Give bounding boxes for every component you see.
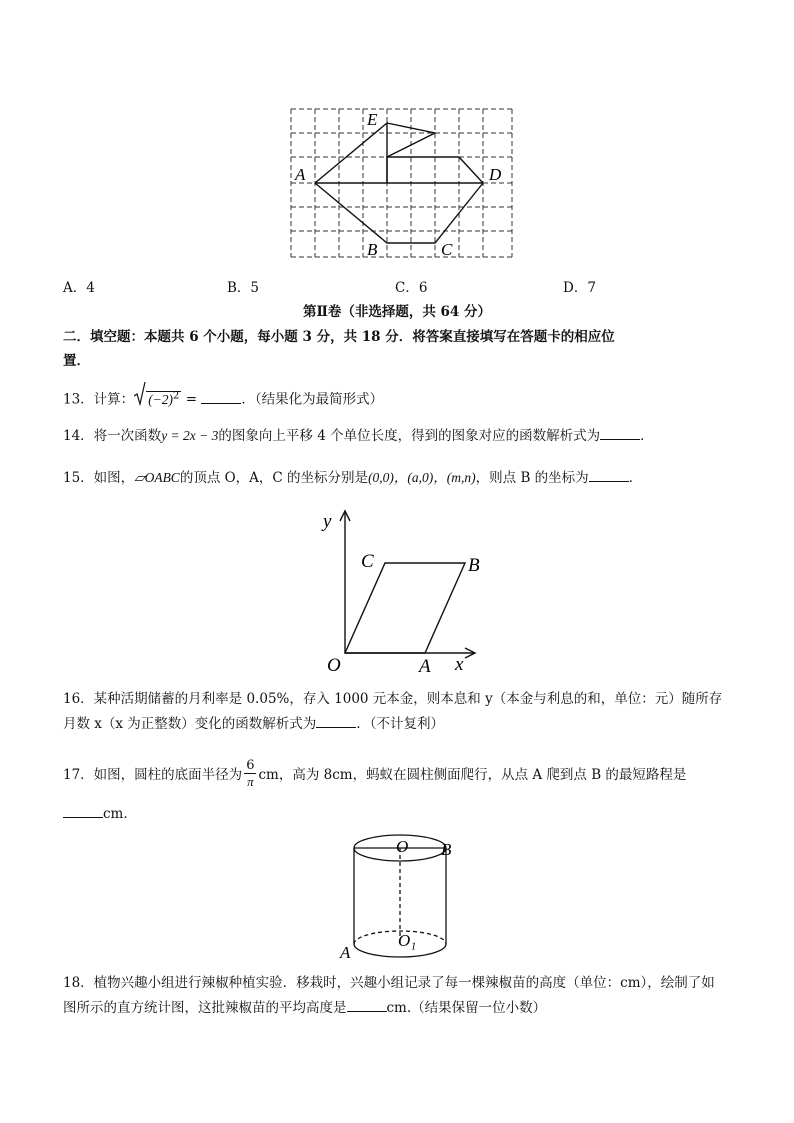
- part2-heading-line2: 置．: [63, 353, 90, 369]
- q15-prefix: 15．如图，: [63, 470, 135, 486]
- q18-answer-blank[interactable]: [347, 999, 387, 1012]
- option-c: C．6: [395, 280, 428, 296]
- q17-suffix: cm，高为 8cm，蚂蚁在圆柱侧面爬行，从点 A 爬到点 B 的最短路程是: [258, 767, 687, 783]
- q14-end: ．: [640, 428, 654, 444]
- q15-answer-blank[interactable]: [589, 469, 629, 482]
- hexagon-shape: [315, 123, 483, 243]
- q13-inner: (−2): [148, 391, 174, 407]
- question-13: [63, 386, 383, 410]
- q14-formula: y = 2x − 3: [161, 428, 219, 443]
- point-label-a: A: [419, 656, 431, 675]
- grid-label-e: E: [367, 110, 378, 129]
- question-16-line1: 16．某种活期储蓄的月利率是 0.05%，存入 1000 元本金，则本息和 y（本金与利息的和，单位：元）随所存: [63, 691, 723, 707]
- point-label-c: C: [361, 551, 374, 572]
- q15-end: ．: [628, 470, 643, 486]
- point-label-b: B: [468, 555, 480, 576]
- part2-heading-line1: 二．填空题：本题共 6 个小题，每小题 3 分，共 18 分．将答案直接填写在答题卡的相应位: [63, 329, 615, 345]
- grid-figure: [285, 100, 525, 262]
- q13-eq: =: [185, 391, 198, 408]
- parallelogram-figure: [315, 505, 485, 675]
- cylinder-label-o1: O₁: [398, 931, 417, 950]
- q13-sqrt: [134, 386, 181, 410]
- q13-prefix: 13．计算：: [63, 391, 135, 408]
- grid-label-c: C: [441, 240, 453, 259]
- question-14: [63, 426, 654, 446]
- question-18-line1: 18．植物兴趣小组进行辣椒种植实验．移栽时，兴趣小组记录了每一棵辣椒苗的高度（单位：cm），绘制了如: [63, 975, 715, 991]
- q17-fraction: [244, 758, 256, 789]
- q18-line2-suffix: cm.（结果保留一位小数）: [386, 1000, 547, 1016]
- q14-suffix: 的图象向上平移 4 个单位长度，得到的图象对应的函数解析式为: [218, 428, 601, 444]
- question-15: [63, 468, 642, 488]
- q15-shape: ▱OABC: [134, 470, 180, 485]
- question-18-line2: [63, 998, 546, 1018]
- q15-coords: (0,0)，(a,0)，(m,n): [368, 470, 476, 485]
- grid-label-d: D: [489, 165, 502, 184]
- q13-suffix: ．（结果化为最简形式）: [241, 391, 384, 408]
- q15-suffix: ，则点 B 的坐标为: [475, 470, 589, 486]
- question-16-line2: [63, 714, 444, 734]
- q15-mid: 的顶点 O，A，C 的坐标分别是: [179, 470, 369, 486]
- axis-label-y: y: [323, 511, 332, 532]
- cylinder-label-o: O: [396, 837, 409, 856]
- q13-answer-blank[interactable]: [201, 391, 241, 404]
- parallelogram-oabc: [345, 563, 465, 653]
- axis-label-x: x: [455, 654, 464, 675]
- q17-num: 6: [246, 758, 255, 773]
- grid-label-b: B: [367, 240, 378, 259]
- option-a: A．4: [63, 280, 95, 296]
- q16-line2-prefix: 月数 x（x 为正整数）变化的函数解析式为: [63, 716, 317, 732]
- q16-line2-suffix: ．（不计复利）: [356, 716, 445, 732]
- q17-prefix: 17．如图，圆柱的底面半径为: [63, 767, 243, 783]
- q17-line2-suffix: cm．: [103, 806, 137, 822]
- q14-answer-blank[interactable]: [600, 427, 640, 440]
- point-label-o: O: [327, 655, 341, 675]
- question-17-line2: [63, 804, 137, 824]
- grid-label-a: A: [295, 165, 306, 184]
- section2-title: 第Ⅱ卷（非选择题，共 64 分）: [302, 304, 492, 320]
- q17-den: π: [247, 774, 254, 789]
- question-17: [63, 760, 686, 791]
- q13-exp: 2: [173, 390, 180, 401]
- cylinder-label-a: A: [340, 943, 351, 962]
- q18-line2-prefix: 图所示的直方统计图，这批辣椒苗的平均高度是: [63, 1000, 347, 1016]
- q14-prefix: 14．将一次函数: [63, 428, 162, 444]
- option-d: D．7: [563, 280, 596, 296]
- option-b: B．5: [227, 280, 260, 296]
- q16-answer-blank[interactable]: [316, 715, 356, 728]
- cylinder-label-b: B: [441, 840, 452, 859]
- cylinder-figure: [330, 828, 470, 962]
- radical-sign-icon: [134, 382, 146, 406]
- q17-answer-blank[interactable]: [63, 805, 103, 818]
